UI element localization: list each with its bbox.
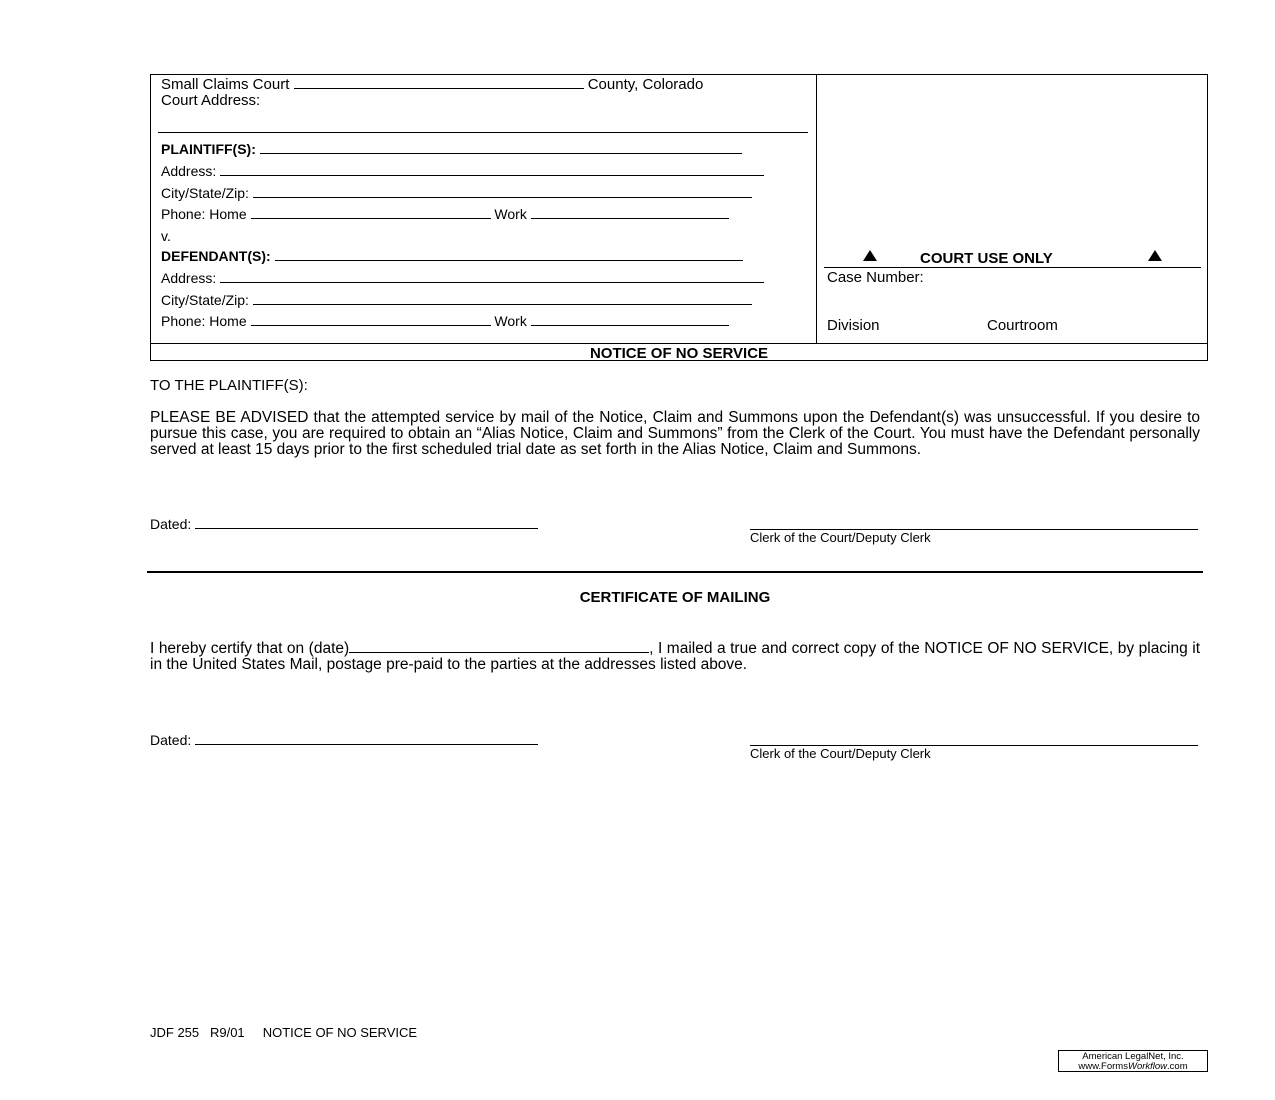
- triangle-up-icon: [863, 250, 877, 261]
- plaintiff-city-field[interactable]: [253, 185, 752, 198]
- plaintiff-label: PLAINTIFF(S):: [161, 141, 256, 157]
- plaintiff-phone-label: Phone:: [161, 206, 206, 222]
- publisher-url-b: Workflow: [1127, 1061, 1168, 1072]
- certificate-dated-label: Dated:: [150, 732, 192, 748]
- certificate-heading: CERTIFICATE OF MAILING: [579, 589, 771, 606]
- county-label: County, Colorado: [587, 76, 704, 93]
- plaintiff-address-label: Address:: [161, 163, 217, 179]
- plaintiff-address-field[interactable]: [220, 163, 764, 176]
- certificate-body: [150, 640, 1200, 673]
- defendant-home-phone-field[interactable]: [251, 313, 491, 326]
- court-use-heading: COURT USE ONLY: [920, 250, 1053, 267]
- defendant-address-line: [161, 270, 764, 286]
- defendant-city-label: City/State/Zip:: [161, 292, 249, 308]
- plaintiff-home-label: Home: [209, 206, 247, 222]
- plaintiff-line: [161, 141, 742, 157]
- defendant-field[interactable]: [275, 248, 743, 261]
- plaintiff-field[interactable]: [260, 141, 742, 154]
- certificate-clerk-label: Clerk of the Court/Deputy Clerk: [750, 746, 931, 761]
- versus-label: v.: [161, 228, 171, 244]
- case-number-label: Case Number:: [827, 269, 924, 286]
- form-id: JDF 255 R9/01 NOTICE OF NO SERVICE: [150, 1025, 418, 1040]
- notice-dated-label: Dated:: [150, 516, 192, 532]
- certificate-body-part2: , I mailed a true and correct copy of the NOTICE OF NO SERVICE, by placing it in the United States Mail, postage pre-paid to the parties at the addresses listed above.: [150, 640, 1201, 673]
- notice-clerk-label: Clerk of the Court/Deputy Clerk: [750, 530, 931, 545]
- certificate-body-part1: I hereby certify that on (date): [150, 640, 350, 657]
- court-address-field[interactable]: [158, 132, 808, 133]
- notice-body: PLEASE BE ADVISED that the attempted service by mail of the Notice, Claim and Summons upon the Defendant(s) was unsuccessful. If you desire to pursue this case, you are required to obtain an “Alias Notice, Claim and Summons” from the Clerk of the Court. You must have the Defendant personally served at least 15 days prior to the first scheduled trial date as set forth in the Alias Notice, Claim and Summons.: [150, 409, 1200, 458]
- caption-divider: [816, 74, 817, 343]
- division-label: Division: [827, 317, 880, 334]
- defendant-work-label: Work: [494, 313, 527, 329]
- defendant-line: [161, 248, 743, 264]
- publisher-url-a: www.Forms: [1078, 1061, 1128, 1072]
- triangle-up-icon: [1148, 250, 1162, 261]
- court-address-label: Court Address:: [161, 92, 261, 109]
- mailing-date-field[interactable]: [349, 640, 649, 653]
- defendant-work-phone-field[interactable]: [531, 313, 729, 326]
- plaintiff-phone-line: [161, 206, 729, 222]
- defendant-city-field[interactable]: [253, 292, 752, 305]
- defendant-address-field[interactable]: [220, 270, 764, 283]
- notice-dated-line: [150, 516, 538, 532]
- salutation: TO THE PLAINTIFF(S):: [150, 377, 308, 394]
- defendant-home-label: Home: [209, 313, 247, 329]
- plaintiff-work-label: Work: [494, 206, 527, 222]
- plaintiff-city-line: [161, 185, 752, 201]
- certificate-date-field[interactable]: [195, 732, 538, 745]
- publisher-url: [1063, 1062, 1203, 1072]
- plaintiff-city-label: City/State/Zip:: [161, 185, 249, 201]
- plaintiff-work-phone-field[interactable]: [531, 206, 729, 219]
- defendant-address-label: Address:: [161, 270, 217, 286]
- certificate-dated-line: [150, 732, 538, 748]
- publisher-url-c: .com: [1167, 1061, 1188, 1072]
- defendant-label: DEFENDANT(S):: [161, 248, 271, 264]
- court-name-label: Small Claims Court: [161, 76, 290, 93]
- defendant-city-line: [161, 292, 752, 308]
- court-use-divider: [824, 267, 1201, 268]
- publisher-stamp: [1058, 1050, 1208, 1072]
- plaintiff-address-line: [161, 163, 764, 179]
- courtroom-label: Courtroom: [987, 317, 1058, 334]
- notice-date-field[interactable]: [195, 516, 538, 529]
- court-name-line: [161, 76, 703, 93]
- county-blank[interactable]: [294, 76, 584, 89]
- form-title: NOTICE OF NO SERVICE: [589, 345, 769, 362]
- defendant-phone-label: Phone:: [161, 313, 206, 329]
- defendant-phone-line: [161, 313, 729, 329]
- plaintiff-home-phone-field[interactable]: [251, 206, 491, 219]
- title-row-divider: [150, 343, 1208, 344]
- section-divider: [147, 571, 1203, 573]
- publisher-name: American LegalNet, Inc.: [1082, 1051, 1184, 1062]
